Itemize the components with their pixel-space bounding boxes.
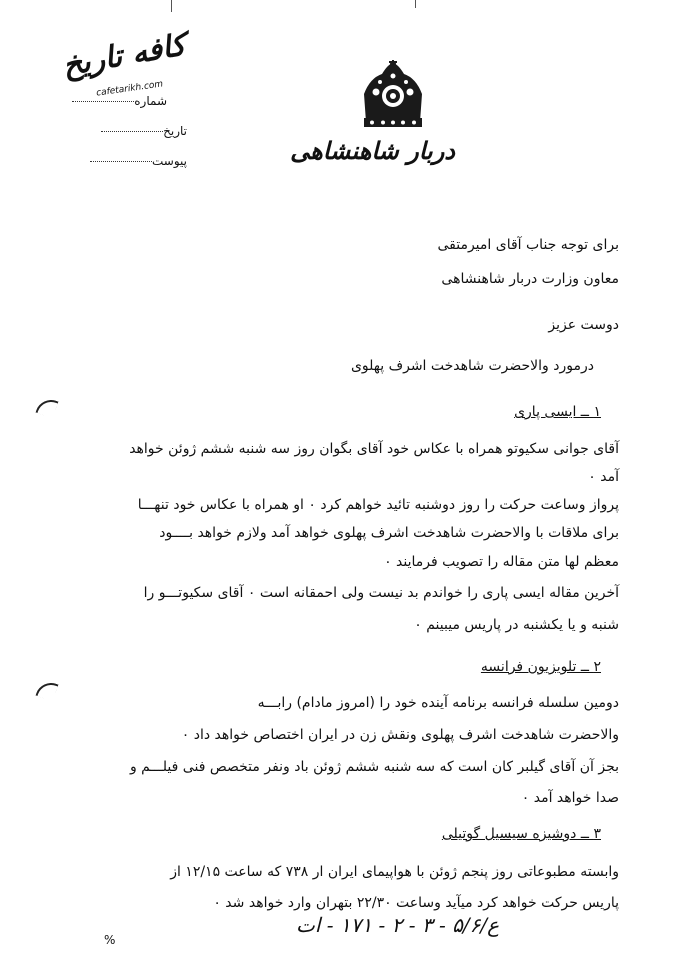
recipient-line: برای توجه جناب آقای امیرمتقی: [437, 237, 619, 253]
section-heading: ۲ ــ تلویزیون فرانسه: [480, 659, 601, 675]
subject-line: درمورد والاحضرت شاهدخت اشرف پهلوی: [350, 358, 594, 374]
date-field: [95, 124, 187, 138]
section-line: معظم لها متن مقاله را تصویب فرمایند ۰: [384, 554, 619, 570]
section-line: دومین سلسله فرانسه برنامه آینده خود را (امروز مادام) رابـــه: [257, 695, 619, 711]
section-line: وابسته مطبوعاتی روز پنجم ژوئن با هواپیمای ایران ار ۷۳۸ که ساعت ۱۲/۱۵ از: [170, 864, 619, 880]
section-line: آمد ۰: [588, 469, 619, 485]
section-heading: ۱ ــ ایسی پاری: [514, 404, 601, 420]
recipient-line: معاون وزارت دربار شاهنشاهی: [441, 271, 619, 287]
crown-emblem-icon: [358, 60, 428, 132]
court-title: دربار شاهنشاهی: [290, 136, 455, 165]
number-field: [66, 94, 167, 108]
section-line: والاحضرت شاهدخت اشرف پهلوی ونقش زن در ایران اختصاص خواهد داد ۰: [181, 727, 619, 743]
corner-mark: %: [104, 933, 116, 947]
top-edge-tick: [415, 0, 416, 8]
handwritten-note: ع/۵/۶ - ۳ - ۲ - ۱۷۱ - ات: [296, 913, 499, 937]
date-label: تاریخ: [163, 124, 187, 138]
salutation: دوست عزیز: [548, 317, 619, 333]
top-edge-tick: [171, 0, 172, 12]
attachment-field: [84, 154, 187, 168]
attachment-line: [90, 161, 152, 162]
number-line: [72, 101, 134, 102]
cafe-tarikh-logo: کافه تاریخ: [59, 27, 189, 84]
section-line: پاریس حرکت خواهد کرد میآید وساعت ۲۲/۳۰ بتهران وارد خواهد شد ۰: [213, 895, 619, 911]
section-line: برای ملاقات با والاحضرت شاهدخت اشرف پهلوی خواهد آمد ولازم خواهد بــــود: [159, 525, 619, 541]
section-line: صدا خواهد آمد ۰: [521, 790, 619, 806]
date-line: [101, 131, 163, 132]
section-line: بجز آن آقای گیلبر کان است که سه شنبه ششم ژوئن باد ونفر متخصص فنی فیلـــم و: [129, 759, 619, 775]
section-line: آخرین مقاله ایسی پاری را خواندم بد نیست ولی احمقانه است ۰ آقای سکیوتـــو را: [143, 585, 619, 601]
section-line: شنبه و یا یکشنبه در پاریس میبینم ۰: [414, 617, 619, 633]
section-heading: ۳ ــ دوشیزه سیسیل گوتیلی: [441, 826, 601, 842]
number-label: شماره: [134, 94, 167, 108]
section-line: آقای جوانی سکیوتو همراه با عکاس خود آقای بگوان روز سه شنبه ششم ژوئن خواهد: [129, 441, 619, 457]
cafe-tarikh-site: cafetarikh.com: [95, 79, 164, 99]
section-line: پرواز وساعت حرکت را روز دوشنبه تائید خواهم کرد ۰ او همراه با عکاس خود تنهـــا: [137, 497, 619, 513]
hole-punch-mark: [35, 678, 58, 701]
hole-punch-mark: [35, 395, 58, 418]
attachment-label: پیوست: [152, 154, 187, 168]
